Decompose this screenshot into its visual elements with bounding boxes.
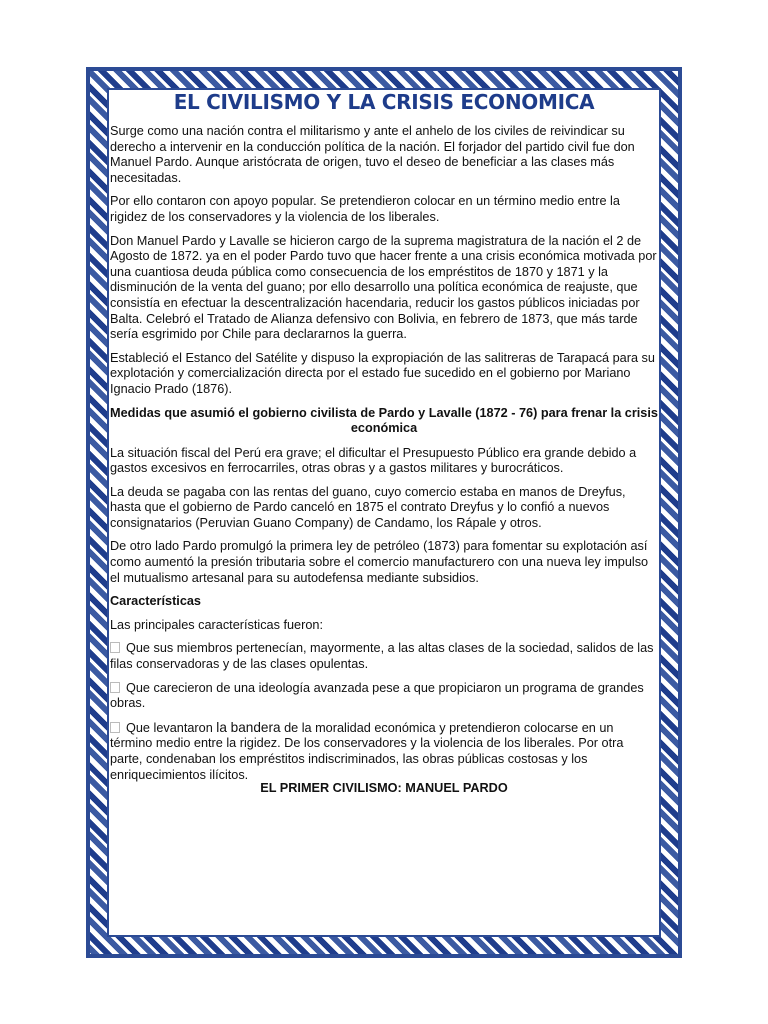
closing-heading: EL PRIMER CIVILISMO: MANUEL PARDO — [260, 781, 508, 796]
list-intro: Las principales características fueron: — [110, 617, 323, 632]
bullet-icon — [110, 722, 120, 733]
paragraph-7: De otro lado Pardo promulgó la primera ley de petróleo (1873) para fomentar su explotación así como aumentó la presión tributaria sobre el comercio manufacturero con una nueva ley impulso el mutualismo artesanal para su autodefensa mediante subsidios. — [110, 539, 649, 585]
paragraph-2: Por ello contaron con apoyo popular. Se pretendieron colocar en un término medio entre la rigidez de los conservadores y la violencia de los liberales. — [110, 194, 620, 224]
bullet-icon — [110, 642, 120, 653]
paragraph-3: Don Manuel Pardo y Lavalle se hicieron cargo de la suprema magistratura de la nación el 2 de Agosto de 1872. ya en el poder Pardo tuvo que hacer frente a una crisis económica motivada por una cuantiosa deuda pública como consecuencia de los empréstitos de 1870 y 1871 y la disminución de la venta del guano; por ello desarrollo una política económica de reajuste, que consistía en efectuar la descentralización hacendaria, reducir los gastos públicos iniciadas por Balta. Celebró el Tratado de Alianza defensivo con Bolivia, en febrero de 1873, que más tarde sería esgrimido por Chile para declararnos la guerra. — [110, 233, 657, 342]
paragraph-5: La situación fiscal del Perú era grave; el dificultar el Presupuesto Público era grande debido a gastos excesivos en ferrocarriles, otras obras y a gastos militares y burocráticos. — [110, 445, 637, 476]
list-item-1 — [110, 641, 658, 672]
bullet-icon — [110, 682, 120, 693]
list-item-3-text-a: Que levantaron — [126, 720, 213, 735]
section-heading-medidas: Medidas que asumió el gobierno civilista de Pardo y Lavalle (1872 - 76) para frenar la crisis económica — [110, 405, 658, 435]
list-item-3 — [110, 720, 658, 783]
list-item-3-text-b: la bandera — [216, 719, 281, 735]
list-item-3-text-c: de la moralidad económica y pretendieron colocarse en un término medio entre la rigidez. De los conservadores y la violencia de los liberales. Por otra parte, condenaban los empréstitos indiscriminados, las obras públicas costosas y los enriquecimientos ilícitos. — [110, 720, 624, 782]
paragraph-4: Estableció el Estanco del Satélite y dispuso la expropiación de las salitreras de Tarapacá para su explotación y comercialización directa por el estado fue sucedido en el gobierno por Mariano Ignacio Prado (1876). — [110, 350, 655, 396]
document-body — [110, 124, 658, 805]
document-title: EL CIVILISMO Y LA CRISIS ECONOMICA — [173, 90, 595, 114]
list-item-2-text: Que carecieron de una ideología avanzada pese a que propiciaron un programa de grandes obras. — [110, 680, 644, 711]
section-heading-caracteristicas: Características — [110, 594, 201, 609]
list-item-2 — [110, 681, 658, 712]
list-item-1-text: Que sus miembros pertenecían, mayormente, a las altas clases de la sociedad, salidos de las filas conservadoras y de las clases opulentas. — [110, 641, 654, 672]
paragraph-6: La deuda se pagaba con las rentas del guano, cuyo comercio estaba en manos de Dreyfus, hasta que el gobierno de Pardo canceló en 1875 el contrato Dreyfus y lo confió a nuevos consignatarios (Peruvian Guano Company) de Candamo, los Rápale y otros. — [110, 484, 626, 530]
paragraph-1: Surge como una nación contra el militarismo y ante el anhelo de los civiles de reivindicar su derecho a intervenir en la conducción política de la nación. El forjador del partido civil fue don Manuel Pardo. Aunque aristócrata de origen, tuvo el deseo de beneficiar a las clases más necesitadas. — [110, 124, 635, 185]
